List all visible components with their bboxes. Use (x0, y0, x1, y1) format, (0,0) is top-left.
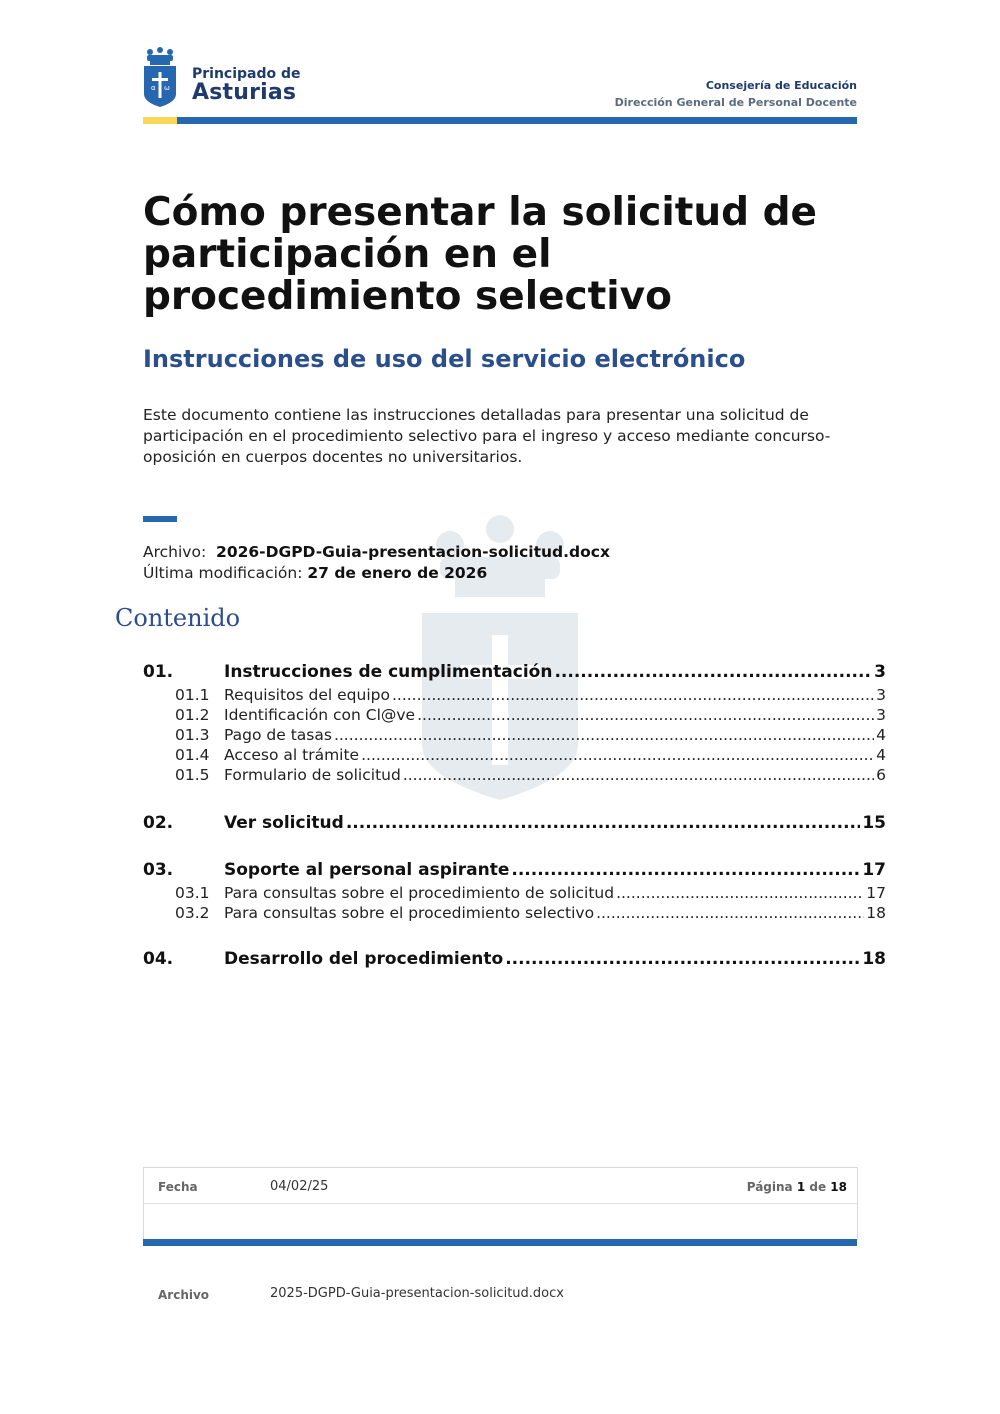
document-subtitle: Instrucciones de uso del servicio electrónico (143, 345, 746, 373)
footer-date-label: Fecha (158, 1180, 198, 1194)
toc-entry-02[interactable] (143, 813, 886, 833)
toc-page: 3 (876, 706, 886, 724)
toc-page: 18 (862, 949, 886, 969)
footer-divider (144, 1203, 857, 1204)
toc-page: 6 (876, 766, 886, 784)
last-modified-info (143, 564, 487, 582)
footer-file-value: 2025-DGPD-Guia-presentacion-solicitud.docx (270, 1286, 564, 1301)
toc-entry-01-2[interactable] (143, 706, 886, 724)
logo-text-asturias: Asturias (192, 80, 297, 105)
toc-number: 03. (143, 860, 174, 880)
page-of: de (809, 1180, 827, 1194)
toc-label: Desarrollo del procedimiento (224, 949, 504, 969)
toc-label: Soporte al personal aspirante (224, 860, 510, 880)
toc-label: Acceso al trámite (224, 746, 360, 764)
toc-label: Requisitos del equipo (224, 686, 390, 704)
footer-page-indicator (747, 1180, 847, 1194)
header-accent-bar-blue (177, 117, 857, 124)
toc-label: Identificación con Cl@ve (224, 706, 416, 724)
toc-entry-03-2[interactable] (143, 904, 886, 922)
toc-page: 3 (876, 686, 886, 704)
toc-label: Pago de tasas (224, 726, 332, 744)
toc-label: Formulario de solicitud (224, 766, 401, 784)
toc-page: 4 (876, 746, 886, 764)
page-word: Página (746, 1180, 793, 1194)
toc-number: 03.2 (175, 904, 210, 922)
footer-file-label: Archivo (158, 1288, 210, 1302)
toc-label: Ver solicitud (224, 813, 344, 833)
file-info (143, 543, 610, 561)
toc-page: 17 (862, 860, 886, 880)
logo-text-principado: Principado de (192, 66, 301, 82)
section-accent-dash (143, 516, 177, 522)
toc-page: 3 (874, 662, 886, 682)
department-name: Consejería de Educación (705, 79, 857, 92)
toc-page: 15 (862, 813, 886, 833)
toc-label: Para consultas sobre el procedimiento de solicitud (224, 884, 615, 902)
toc-label: Para consultas sobre el procedimiento selectivo (224, 904, 595, 922)
file-name: 2026-DGPD-Guia-presentacion-solicitud.docx (216, 543, 610, 561)
toc-entry-01-5[interactable] (143, 766, 886, 784)
svg-text:ω: ω (164, 84, 170, 92)
page-current: 1 (796, 1180, 806, 1194)
toc-entry-01[interactable] (143, 662, 886, 682)
document-intro: Este documento contiene las instrucciones detalladas para presentar una solicitud de participación en el procedimiento selectivo para el ingreso y acceso mediante concurso-oposición en cuerpos docentes no universitarios. (143, 406, 831, 466)
footer-date-value: 04/02/25 (270, 1179, 329, 1194)
toc-leader-dots (392, 686, 874, 704)
toc-entry-01-3[interactable] (143, 726, 886, 744)
toc-leader-dots (554, 662, 872, 682)
toc-number: 04. (143, 949, 174, 969)
toc-number: 01.5 (175, 766, 210, 784)
page-total: 18 (830, 1180, 847, 1194)
modified-date: 27 de enero de 2026 (307, 564, 488, 582)
toc-leader-dots (511, 860, 860, 880)
toc-number: 03.1 (175, 884, 210, 902)
document-title: Cómo presentar la solicitud de participación en el procedimiento selectivo (143, 190, 817, 319)
toc-leader-dots (361, 746, 874, 764)
toc-leader-dots (616, 884, 864, 902)
toc-number: 01.2 (175, 706, 210, 724)
toc-leader-dots (346, 813, 861, 833)
toc-leader-dots (334, 726, 874, 744)
header-accent-bar-yellow (143, 117, 177, 124)
asturias-coat-of-arms-logo (143, 46, 177, 108)
toc-label: Instrucciones de cumplimentación (224, 662, 553, 682)
toc-number: 01.4 (175, 746, 210, 764)
toc-leader-dots (403, 766, 874, 784)
toc-entry-01-1[interactable] (143, 686, 886, 704)
toc-entry-04[interactable] (143, 949, 886, 969)
file-label: Archivo: (143, 543, 207, 561)
svg-text:α: α (151, 84, 156, 92)
toc-entry-03-1[interactable] (143, 884, 886, 902)
toc-leader-dots (417, 706, 874, 724)
toc-heading: Contenido (115, 604, 241, 632)
toc-leader-dots (505, 949, 860, 969)
toc-number: 01. (143, 662, 174, 682)
toc-leader-dots (596, 904, 864, 922)
footer-accent-bar (143, 1239, 857, 1246)
toc-page: 18 (866, 904, 886, 922)
toc-page: 17 (866, 884, 886, 902)
toc-number: 01.3 (175, 726, 210, 744)
toc-number: 01.1 (175, 686, 210, 704)
modified-label: Última modificación: (143, 564, 303, 582)
toc-entry-01-4[interactable] (143, 746, 886, 764)
toc-number: 02. (143, 813, 174, 833)
toc-page: 4 (876, 726, 886, 744)
footer-info-box (143, 1167, 858, 1240)
toc-entry-03[interactable] (143, 860, 886, 880)
sub-department-name: Dirección General de Personal Docente (614, 96, 857, 109)
